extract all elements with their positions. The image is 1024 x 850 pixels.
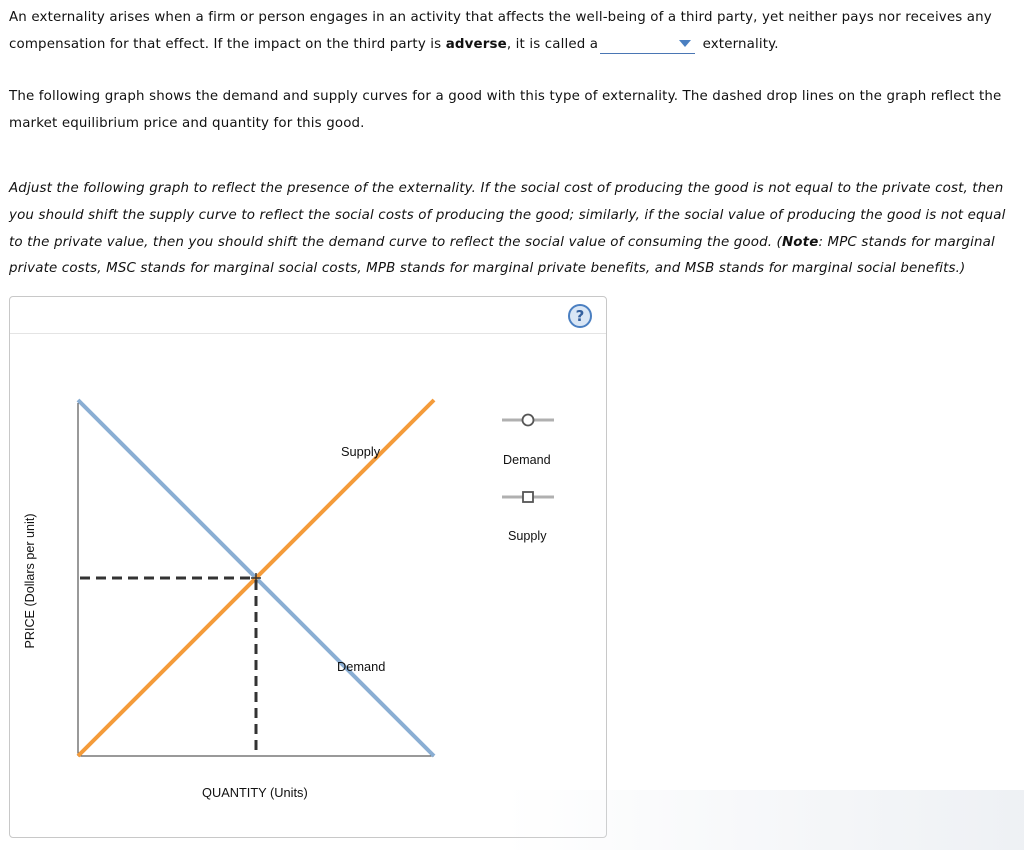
- intro-bold-text: adverse: [445, 36, 507, 52]
- demand-curve-label: Demand: [337, 659, 386, 674]
- demand-legend-circle-icon[interactable]: [523, 415, 534, 426]
- supply-legend-square-icon[interactable]: [523, 492, 533, 502]
- y-axis-label: PRICE (Dollars per unit): [23, 513, 37, 649]
- supply-curve-label: Supply: [341, 444, 381, 459]
- intro-text-2: , it is called a: [506, 36, 599, 52]
- instruction-text-2: : MPC stands for marginal private costs, MSC stands for marginal social costs, MPB stands for marginal private benefits, and MSB stands for marginal social benefits.): [9, 234, 995, 277]
- note-label: Note: [781, 234, 819, 250]
- x-axis-label: QUANTITY (Units): [202, 785, 308, 800]
- instruction-text: Adjust the following graph to reflect the presence of the externality. If the social cost of producing the good is not equal to the private cost, then you should shift the supply curve to reflect the social costs of producing the good; similarly, if the social value of producing the good is not equal to the private value, then you should shift the demand curve to reflect the social value of consuming the good. (: [9, 181, 1006, 250]
- demand-legend-label: Demand: [503, 453, 551, 467]
- supply-legend-label: Supply: [508, 529, 547, 543]
- intro-text: An externality arises when a firm or person engages in an activity that affects the well-being of a third party, yet neither pays nor receives any compensation for that effect. If the impact on the third party is: [9, 10, 992, 52]
- help-icon[interactable]: ?: [568, 304, 592, 328]
- intro-text-3: externality.: [702, 36, 779, 52]
- graph-description: The following graph shows the demand and supply curves for a good with this type of externality. The dashed drop lines on the graph reflect the market equilibrium price and quantity for this good.: [9, 89, 1002, 131]
